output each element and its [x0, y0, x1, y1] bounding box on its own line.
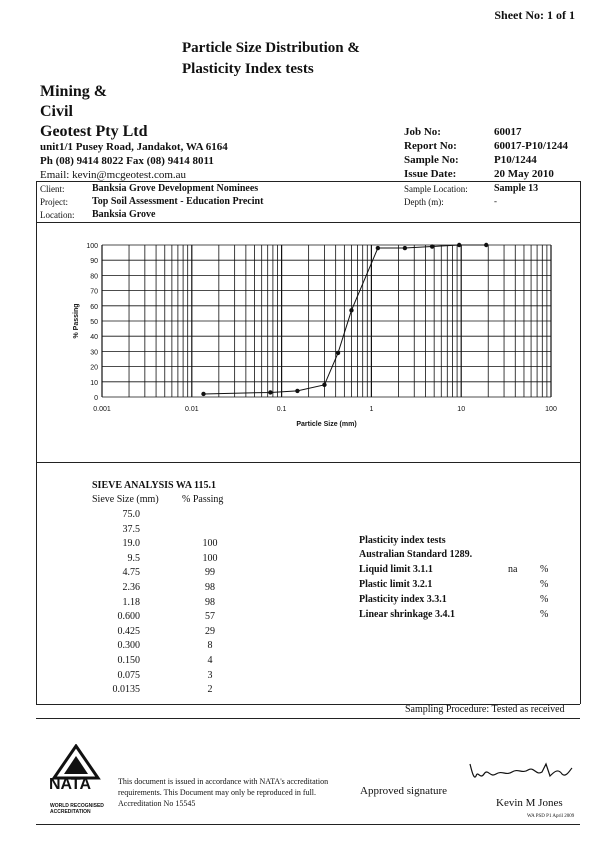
- plasticity-standard: Australian Standard 1289.: [359, 549, 473, 560]
- x-axis-label: Particle Size (mm): [296, 421, 357, 428]
- plasticity-title: Plasticity index tests: [359, 535, 446, 546]
- job-no-label: Job No:: [404, 126, 441, 138]
- job-no-value: 60017: [494, 126, 522, 138]
- plasticity-test-unit: %: [540, 579, 549, 590]
- data-point: [349, 308, 353, 312]
- document-title-line2: Plasticity Index tests: [182, 61, 314, 77]
- x-tick-label: 0.01: [184, 406, 199, 413]
- project-value: Top Soil Assessment - Education Precint: [92, 196, 264, 207]
- sieve-size-cell: 2.36: [122, 582, 140, 593]
- data-point: [201, 392, 205, 396]
- percent-passing-cell: 4: [207, 655, 213, 666]
- sieve-size-cell: 0.150: [117, 655, 140, 666]
- nata-accreditation-no: Accreditation No 15545: [118, 799, 196, 808]
- issue-date-label: Issue Date:: [404, 168, 457, 180]
- percent-passing-cell: 99: [205, 567, 215, 579]
- x-tick-label: 0.001: [93, 406, 111, 413]
- form-reference: WA PSD P1 April 2009: [527, 814, 575, 819]
- percent-passing-cell: 2: [207, 684, 213, 696]
- data-point: [484, 243, 488, 247]
- sieve-size-cell: 0.075: [117, 669, 140, 681]
- x-tick-label: 10: [457, 406, 466, 413]
- plasticity-test-label: Liquid limit 3.1.1: [359, 564, 433, 575]
- y-tick-label: 70: [90, 288, 98, 296]
- client-value: Banksia Grove Development Nominees: [92, 183, 259, 194]
- percent-passing-cell: 3: [207, 669, 213, 681]
- sample-no-value: P10/1244: [494, 154, 537, 166]
- document-title-line1: Particle Size Distribution &: [182, 40, 360, 56]
- plasticity-test-unit: %: [540, 564, 549, 575]
- sieve-size-cell: 0.300: [117, 640, 140, 652]
- data-point: [336, 351, 340, 355]
- footer-bottom-rule: [36, 824, 580, 825]
- sampling-procedure: Sampling Procedure: Tested as received: [405, 704, 565, 715]
- sieve-size-cell: 0.600: [117, 611, 140, 623]
- company-address: unit1/1 Pusey Road, Jandakot, WA 6164: [40, 141, 228, 153]
- sieve-size-cell: 1.18: [122, 596, 140, 608]
- y-tick-label: 0: [94, 395, 98, 402]
- percent-passing-cell: 98: [205, 582, 215, 593]
- sample-location-label: Sample Location:: [404, 184, 468, 194]
- sieve-size-cell: 0.425: [117, 625, 140, 637]
- signatory-name: Kevin M Jones: [496, 797, 563, 809]
- percent-passing-cell: 100: [202, 538, 218, 550]
- y-tick-label: 40: [90, 334, 98, 342]
- y-tick-label: 10: [90, 379, 98, 387]
- sieve-size-cell: 37.5: [122, 523, 140, 535]
- plasticity-test-label: Linear shrinkage 3.4.1: [359, 609, 455, 620]
- x-tick-label: 0.1: [276, 406, 287, 413]
- approved-signature-label: Approved signature: [360, 785, 448, 797]
- company-name-line1: Mining &: [40, 83, 108, 100]
- y-tick-label: 100: [86, 243, 98, 250]
- location-label: Location:: [40, 210, 75, 220]
- x-tick-label: 100: [545, 406, 557, 413]
- sieve-size-cell: 19.0: [122, 538, 140, 550]
- plasticity-test-value: na: [508, 564, 518, 575]
- nata-statement-line1: This document is issued in accordance with NATA's accreditation: [118, 777, 329, 786]
- percent-passing-cell: 100: [202, 552, 218, 564]
- sieve-size-cell: 4.75: [122, 567, 140, 579]
- plasticity-test-label: Plastic limit 3.2.1: [359, 579, 433, 590]
- depth-label: Depth (m):: [404, 197, 444, 207]
- sieve-size-cell: 75.0: [122, 509, 140, 520]
- report-no-value: 60017-P10/1244: [494, 140, 568, 152]
- y-axis-label: % Passing: [73, 303, 80, 339]
- data-point: [430, 244, 434, 248]
- data-point: [376, 246, 380, 250]
- data-point: [268, 390, 272, 394]
- y-tick-label: 60: [90, 303, 98, 311]
- nata-statement-line2: requirements. This Document may only be reproduced in full.: [118, 788, 317, 797]
- sample-location-value: Sample 13: [494, 183, 539, 194]
- depth-value: -: [494, 196, 497, 206]
- plasticity-test-unit: %: [540, 594, 549, 605]
- data-point: [322, 383, 326, 387]
- client-label: Client:: [40, 184, 65, 194]
- sieve-size-cell: 0.0135: [112, 684, 140, 696]
- y-tick-label: 80: [90, 273, 98, 281]
- sieve-analysis-title: SIEVE ANALYSIS WA 115.1: [92, 480, 216, 491]
- percent-passing-cell: 8: [207, 640, 213, 652]
- nata-sub2: ACCREDITATION: [50, 809, 91, 815]
- signature-image: [466, 758, 576, 786]
- issue-date-value: 20 May 2010: [494, 168, 554, 180]
- sieve-size-cell: 9.5: [127, 552, 140, 564]
- y-tick-label: 20: [90, 364, 98, 372]
- company-name-line2: Civil: [40, 103, 73, 120]
- company-phone: Ph (08) 9414 8022 Fax (08) 9414 8011: [40, 155, 214, 167]
- company-email: Email: kevin@mcgeotest.com.au: [40, 169, 187, 181]
- percent-passing-cell: 98: [205, 596, 215, 608]
- y-tick-label: 90: [90, 258, 98, 266]
- data-point: [457, 243, 461, 247]
- plasticity-test-unit: %: [540, 609, 549, 620]
- sheet-number: Sheet No: 1 of 1: [494, 8, 575, 22]
- report-no-label: Report No:: [404, 140, 457, 152]
- percent-passing-header: % Passing: [182, 494, 224, 505]
- sampling-rule: [36, 718, 580, 719]
- y-tick-label: 50: [90, 319, 98, 326]
- plasticity-test-label: Plasticity index 3.3.1: [359, 594, 447, 605]
- data-point: [403, 246, 407, 250]
- percent-passing-cell: 57: [205, 611, 215, 623]
- y-tick-label: 30: [90, 349, 98, 357]
- nata-sub1: WORLD RECOGNISED: [50, 803, 104, 809]
- data-point: [295, 389, 299, 393]
- percent-passing-cell: 29: [205, 625, 215, 637]
- sample-no-label: Sample No:: [404, 154, 459, 166]
- x-tick-label: 1: [369, 406, 374, 413]
- sieve-size-header: Sieve Size (mm): [92, 494, 159, 505]
- project-label: Project:: [40, 197, 68, 207]
- location-value: Banksia Grove: [92, 209, 156, 220]
- company-name-line3: Geotest Pty Ltd: [40, 123, 148, 140]
- nata-logo-text: NATA: [49, 776, 92, 793]
